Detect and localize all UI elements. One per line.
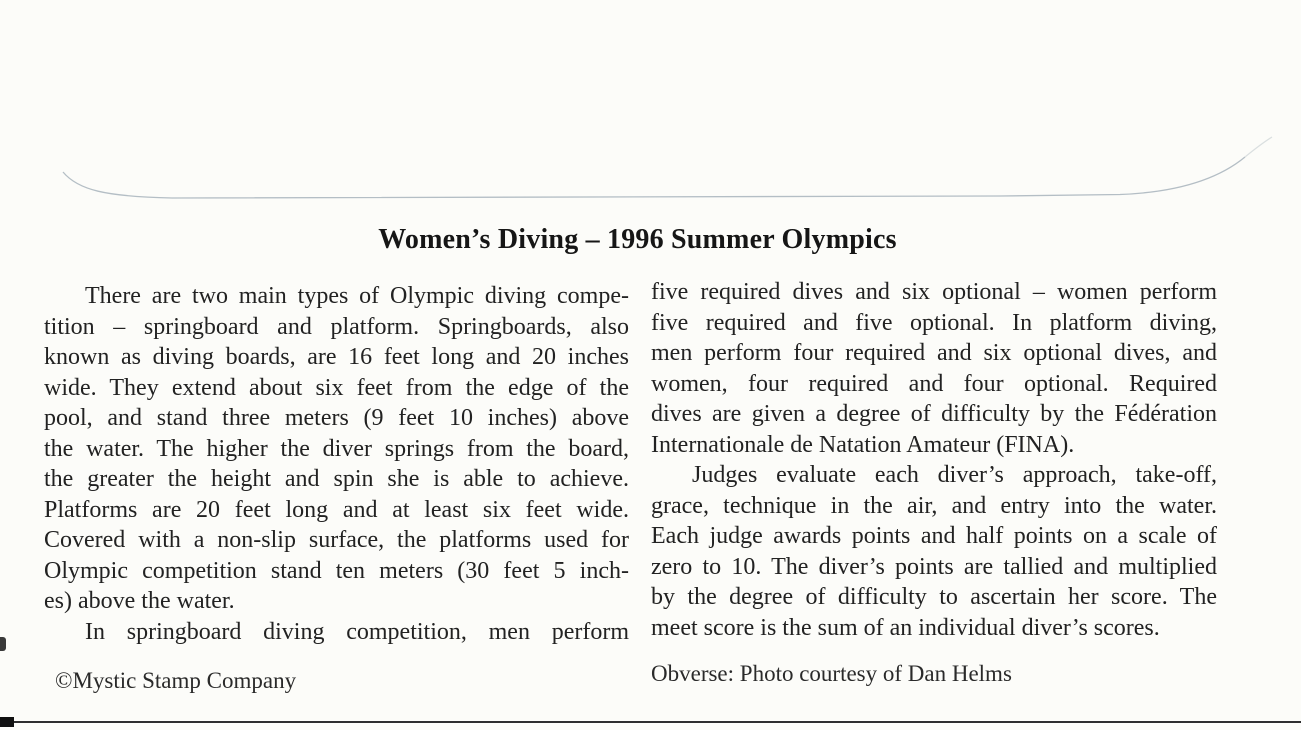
text-line: In springboard diving competition, men perform bbox=[85, 618, 629, 645]
text-line: the water. The higher the diver springs from the board, bbox=[44, 435, 629, 462]
scan-artifact-corner bbox=[0, 717, 14, 727]
left-column bbox=[44, 281, 629, 647]
text-line: men perform four required and six optional dives, and bbox=[651, 340, 1217, 366]
text-line: five required dives and six optional – women perform bbox=[651, 279, 1217, 305]
text-line: women, four required and four optional. Required bbox=[651, 370, 1217, 397]
text-line: grace, technique in the air, and entry into the water. bbox=[651, 492, 1217, 519]
scan-edge-line bbox=[0, 721, 1301, 723]
text-line: meet score is the sum of an individual diver’s scores. bbox=[651, 614, 1160, 641]
text-line: zero to 10. The diver’s points are tallied and multiplied bbox=[651, 553, 1217, 580]
text-line: es) above the water. bbox=[44, 588, 235, 614]
right-column bbox=[651, 277, 1217, 643]
text-line: known as diving boards, are 16 feet long and 20 inches bbox=[44, 344, 629, 370]
page-title: Women’s Diving – 1996 Summer Olympics bbox=[378, 224, 897, 255]
text-line: five required and five optional. In platform diving, bbox=[651, 309, 1217, 336]
text-line: tition – springboard and platform. Springboards, also bbox=[44, 313, 629, 340]
copyright-line: ©Mystic Stamp Company bbox=[55, 668, 297, 693]
photo-credit-line: Obverse: Photo courtesy of Dan Helms bbox=[651, 661, 1012, 686]
text-line: pool, and stand three meters (9 feet 10 inches) above bbox=[44, 405, 629, 431]
scan-artifact-left-edge bbox=[0, 637, 6, 651]
text-line: by the degree of difficulty to ascertain her score. The bbox=[651, 584, 1217, 610]
text-line: Each judge awards points and half points on a scale of bbox=[651, 523, 1217, 549]
text-line: wide. They extend about six feet from the edge of the bbox=[44, 374, 629, 401]
text-line: Platforms are 20 feet long and at least six feet wide. bbox=[44, 496, 629, 523]
text-line: Judges evaluate each diver’s approach, take-off, bbox=[692, 462, 1217, 488]
text-line: Internationale de Natation Amateur (FINA). bbox=[651, 431, 1075, 458]
text-line: Olympic competition stand ten meters (30 feet 5 inch- bbox=[44, 557, 629, 584]
text-line: dives are given a degree of difficulty by the Fédération bbox=[651, 401, 1217, 427]
text-line: There are two main types of Olympic diving compe- bbox=[85, 283, 629, 309]
text-line: the greater the height and spin she is able to achieve. bbox=[44, 466, 629, 492]
text-line: Covered with a non-slip surface, the platforms used for bbox=[44, 527, 629, 553]
